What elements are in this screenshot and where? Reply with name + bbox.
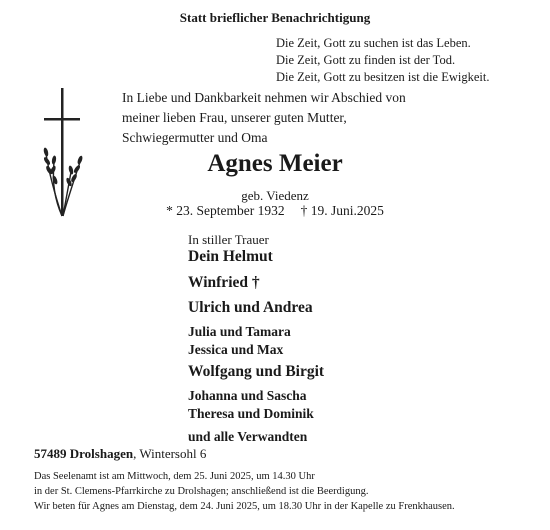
- deceased-name: Agnes Meier: [207, 150, 343, 177]
- service-notice-line-2: in der St. Clemens-Pfarrkirche zu Drolshagen; anschließend ist die Beerdigung.: [34, 486, 369, 497]
- intro-line-2: meiner lieben Frau, unserer guten Mutter,: [122, 110, 347, 125]
- intro-line-3: Schwiegermutter und Oma: [122, 130, 268, 145]
- address-street: , Wintersohl 6: [133, 446, 207, 461]
- family-member: Wolfgang und Birgit: [188, 363, 325, 380]
- family-member: Ulrich und Andrea: [188, 299, 313, 316]
- verse-line-3: Die Zeit, Gott zu besitzen ist die Ewigkeit.: [276, 70, 490, 84]
- address-city: 57489 Drolshagen: [34, 446, 134, 461]
- verse-line-2: Die Zeit, Gott zu finden ist der Tod.: [276, 53, 456, 67]
- death-date: † 19. Juni.2025: [300, 203, 384, 218]
- life-dates: [0, 203, 550, 219]
- family-member: Theresa und Dominik: [188, 406, 314, 421]
- service-notice-line-3: Wir beten für Agnes am Dienstag, dem 24. Juni 2025, um 18.30 Uhr in der Kapelle zu Frenkhausen.: [34, 501, 455, 512]
- birth-date: * 23. September 1932: [166, 203, 285, 218]
- family-member: Johanna und Sascha: [188, 388, 307, 403]
- mourning-intro: In stiller Trauer: [188, 232, 269, 247]
- family-member: Winfried †: [188, 274, 260, 291]
- notice-heading: Statt brieflicher Benachrichtigung: [179, 10, 371, 25]
- family-member: Jessica und Max: [188, 342, 284, 357]
- family-member: Julia und Tamara: [188, 324, 291, 339]
- intro-line-1: In Liebe und Dankbarkeit nehmen wir Abschied von: [122, 90, 406, 105]
- birth-name: geb. Viedenz: [241, 188, 309, 203]
- family-member: Dein Helmut: [188, 248, 273, 265]
- address: [34, 446, 206, 462]
- service-notice-line-1: Das Seelenamt ist am Mittwoch, dem 25. Juni 2025, um 14.30 Uhr: [34, 471, 315, 482]
- family-member: und alle Verwandten: [188, 429, 308, 444]
- verse-line-1: Die Zeit, Gott zu suchen ist das Leben.: [276, 36, 471, 50]
